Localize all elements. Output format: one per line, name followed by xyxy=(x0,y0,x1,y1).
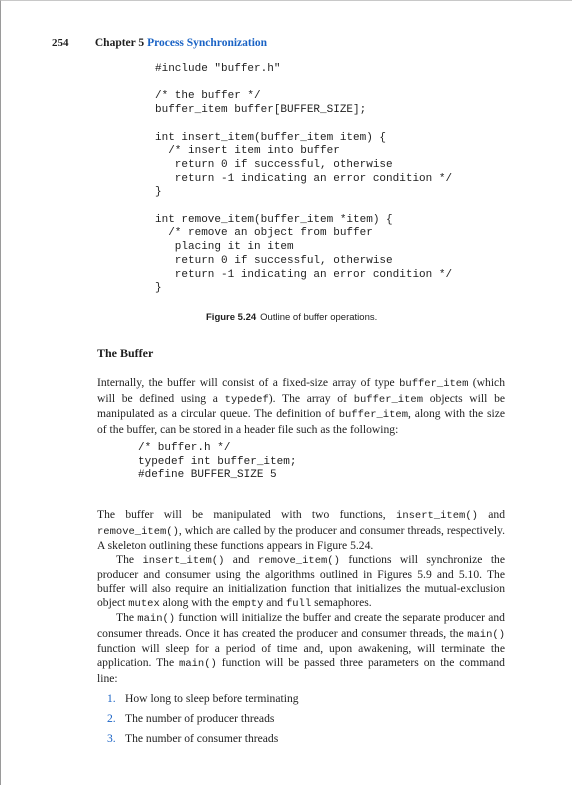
list-number: 1. xyxy=(107,692,116,705)
list-text: How long to sleep before terminating xyxy=(125,692,299,705)
section-title: The Buffer xyxy=(97,346,154,360)
inline-code: full xyxy=(285,597,312,610)
inline-code: buffer_item xyxy=(399,378,469,390)
list-item xyxy=(107,732,299,752)
inline-code: typedef xyxy=(224,393,269,406)
inline-code: main() xyxy=(179,657,217,670)
inline-code: buffer_item xyxy=(353,393,424,406)
list-item xyxy=(107,692,299,712)
paragraph-buffer-definition: Internally, the buffer will consist of a fixed-size array of type buffer_item (which will be defined using a typedef). The array of buffer_item objects will be manipulated as a circular queue. The definition of buffer_item, along with the size of the buffer, can be stored in a header file such as the following: xyxy=(97,376,506,436)
inline-code: mutex xyxy=(128,597,160,610)
list-text: The number of consumer threads xyxy=(125,732,279,745)
page-number: 254 xyxy=(52,37,69,49)
list-number: 2. xyxy=(107,712,116,725)
inline-code: remove_item() xyxy=(257,554,340,567)
figure-caption-text: Outline of buffer operations. xyxy=(260,312,378,323)
list-text: The number of producer threads xyxy=(125,712,275,725)
list-item xyxy=(107,712,299,732)
paragraph-buffer-functions: The buffer will be manipulated with two functions, insert_item() and remove_item(), which are called by the producer and consumer threads, respectively. A skeleton outlining these functions appears in Figure 5.24. The insert_item() and remove_item() functions will synchronize the producer and consumer using the algorithms outlined in Figures 5.9 and 5.10. The buffer will also require an initialization function that initializes the mutual-exclusion object mutex along with the empty and full semaphores. The main() function will initialize the buffer and create the separate producer and consumer threads. Once it has created the producer and consumer threads, the main() function will sleep for a period of time and, upon awakening, will terminate the application. The main() function will be passed three parameters on the command line: xyxy=(97,508,505,685)
chapter-title: Process Synchronization xyxy=(147,37,268,49)
header-file-code: /* buffer.h */ typedef int buffer_item; #define BUFFER_SIZE 5 xyxy=(138,442,297,482)
inline-code: remove_item() xyxy=(97,525,179,538)
list-number: 3. xyxy=(107,732,116,745)
inline-code: insert_item() xyxy=(396,510,478,522)
chapter-label: Chapter 5 xyxy=(94,37,145,49)
inline-code: main() xyxy=(137,613,176,626)
running-header xyxy=(52,37,267,49)
figure-label: Figure 5.24 xyxy=(206,312,257,323)
inline-code: buffer_item xyxy=(338,409,409,422)
inline-code: empty xyxy=(231,597,264,610)
figure-caption xyxy=(206,312,377,323)
parameter-list xyxy=(107,692,299,752)
inline-code: insert_item() xyxy=(142,554,225,567)
figure-code-listing: #include "buffer.h" /* the buffer */ buffer_item buffer[BUFFER_SIZE]; int insert_item(buffer_item item) { /* insert item into buffer return 0 if successful, otherwise return -1 indicating an error condition */ } int remove_item(buffer_item *item) { /* remove an object from buffer placing it in item return 0 if successful, otherwise return -1 indicating an error condition */ } xyxy=(155,63,453,295)
inline-code: main() xyxy=(467,628,505,641)
